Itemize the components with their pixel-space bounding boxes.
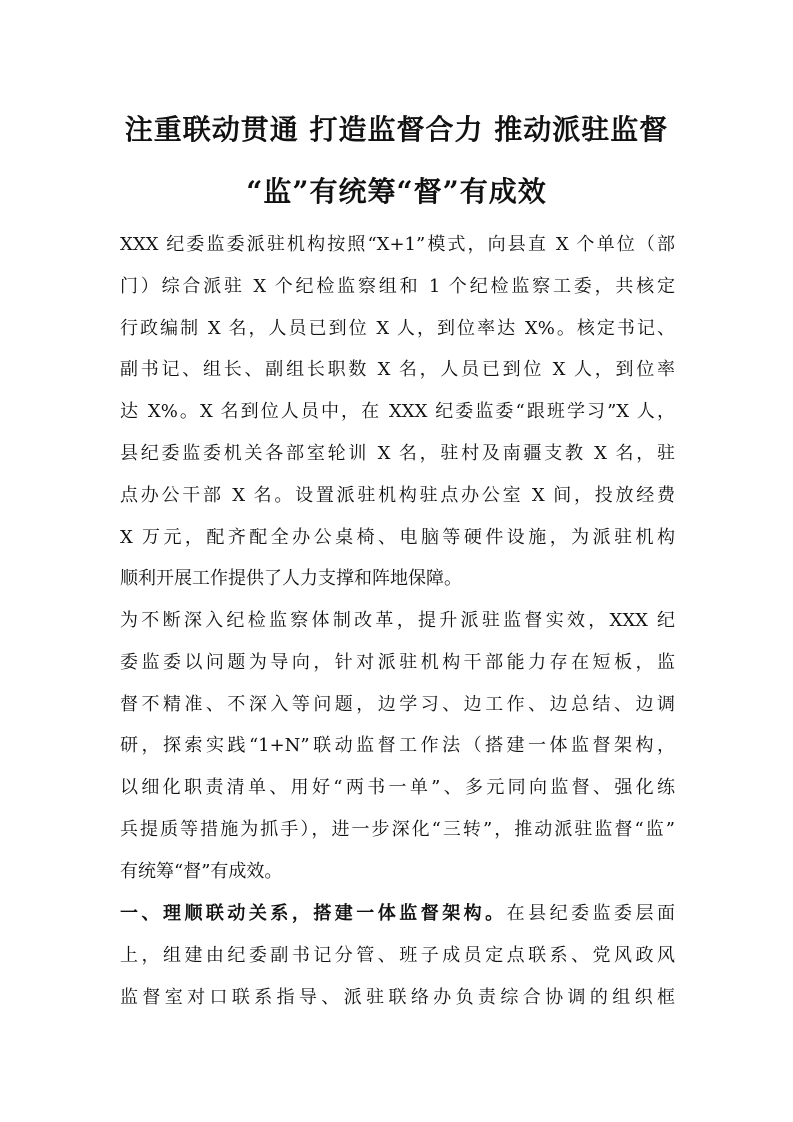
section-heading: 一、理顺联动关系，搭建一体监督架构。 <box>120 903 507 924</box>
paragraph-line: 委监委以问题为导向，针对派驻机构干部能力存在短板，监 <box>120 651 675 673</box>
section-heading-line <box>120 893 675 935</box>
document-title-line-1: 注重联动贯通 打造监督合力 推动派驻监督 <box>124 113 669 146</box>
paragraph-line: X 万元，配齐配全办公桌椅、电脑等硬件设施，为派驻机构 <box>120 526 675 548</box>
paragraph-line: 门）综合派驻 X 个纪检监察组和 1 个纪检监察工委，共核定 <box>120 275 675 297</box>
paragraph-line: 行政编制 X 名，人员已到位 X 人，到位率达 X%。核定书记、 <box>120 317 675 339</box>
paragraph-line: 有统筹“督”有成效。 <box>120 860 283 882</box>
paragraph-line: 县纪委监委机关各部室轮训 X 名，驻村及南疆支教 X 名，驻 <box>120 442 675 464</box>
paragraph-line: 副书记、组长、副组长职数 X 名，人员已到位 X 人，到位率 <box>120 359 675 381</box>
paragraph-line: 达 X%。X 名到位人员中，在 XXX 纪委监委“跟班学习”X 人， <box>120 401 675 423</box>
document-title-line-2: “监”有统筹“督”有成效 <box>246 175 547 208</box>
paragraph-line: 点办公干部 X 名。设置派驻机构驻点办公室 X 间，投放经费 <box>120 484 675 506</box>
paragraph-reform <box>120 600 675 893</box>
paragraph-line: 为不断深入纪检监察体制改革，提升派驻监督实效，XXX 纪 <box>120 610 675 631</box>
paragraph-line: 研，探索实践“1+N”联动监督工作法（搭建一体监督架构， <box>120 735 675 757</box>
paragraph-section-one <box>120 893 675 1018</box>
paragraph-text: 在县纪委监委层面 <box>506 903 675 924</box>
paragraph-line: XXX 纪委监委派驻机构按照“X+1”模式，向县直 X 个单位（部 <box>120 234 675 255</box>
paragraph-line: 以细化职责清单、用好“两书一单”、多元同向监督、强化练 <box>120 777 675 799</box>
paragraph-line: 督不精准、不深入等问题，边学习、边工作、边总结、边调 <box>120 693 675 715</box>
paragraph-line: 监督室对口联系指导、派驻联络办负责综合协调的组织框 <box>120 986 675 1008</box>
paragraph-line: 顺利开展工作提供了人力支撑和阵地保障。 <box>120 568 462 590</box>
paragraph-line: 上，组建由纪委副书记分管、班子成员定点联系、党风政风 <box>120 944 675 966</box>
paragraph-intro <box>120 224 675 600</box>
paragraph-line: 兵提质等措施为抓手），进一步深化“三转”，推动派驻监督“监” <box>120 818 675 840</box>
